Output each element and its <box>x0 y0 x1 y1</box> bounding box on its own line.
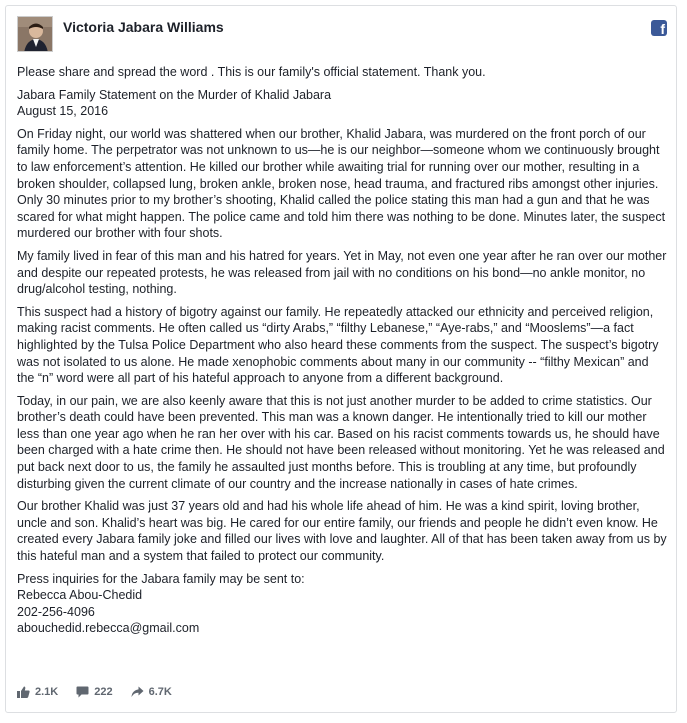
shares-count[interactable] <box>131 686 172 698</box>
shares-value: 6.7K <box>148 686 172 698</box>
author-name[interactable]: Victoria Jabara Williams <box>63 19 224 35</box>
post-intro: Please share and spread the word . This is our family's official statement. Thank you. <box>17 65 486 79</box>
post-paragraph: This suspect had a history of bigotry against our family. He repeatedly attacked our ethnicity and perceived religion, making racist comments. He often called us “dirty Arabs,” “filthy Lebanese,” “Aye-rabs,” and “Mooslems”—a fact highlighted by the Tulsa Police Department who also heard these comments from the suspect. The suspect’s bigotry was not isolated to us alone. He made xenophobic comments about many in our community -- “filthy Mexican” and the “n” word were all part of his hateful approach to anyone from a different background. <box>17 304 659 386</box>
statement-title: Jabara Family Statement on the Murder of Khalid Jabara <box>17 87 332 102</box>
contact-name: Rebecca Abou-Chedid <box>17 588 143 603</box>
avatar-photo <box>18 17 53 52</box>
facebook-post-card <box>5 5 677 713</box>
post-paragraph: On Friday night, our world was shattered when our brother, Khalid Jabara, was murdered on the front porch of our family home. The perpetrator was not unknown to us—he is our neighbor—someone whom we continuously brought to law enforcement’s attention. He killed our brother while awaiting trial for running over our mother, resulting in a broken shoulder, collapsed lung, broken ankle, broken nose, head trauma, and fractured ribs amongst other injuries. Only 30 minutes prior to my brother’s shooting, Khalid called the police stating this man had a gun and that he was scared for what might happen. The police came and told him there was nothing to be done. Minutes later, the suspect murdered our brother with four shots. <box>17 126 666 241</box>
likes-count[interactable] <box>17 686 58 698</box>
post-paragraph: Today, in our pain, we are also keenly aware that this is not just another murder to be added to crime statistics. Our brother’s death could have been prevented. This man was a known danger. He intentionally tried to kill our mother less than one year ago when he ran her over with his car. Based on his racist comments towards us, he should have been charged with a hate crime then. He should not have been released without monitoring. Yet he was released and put back next door to us, the family he assaulted just months before. This is troubling at any time, but profoundly disturbing given the current climate of our country and the increase nationally in cases of hate crimes. <box>17 393 665 491</box>
thumbs-up-icon <box>17 686 30 698</box>
contact-phone: 202-256-4096 <box>17 604 95 619</box>
statement-date: August 15, 2016 <box>17 104 109 119</box>
contact-email: abouchedid.rebecca@gmail.com <box>17 621 200 636</box>
comment-bubble-icon <box>76 686 89 698</box>
comments-value: 222 <box>94 686 113 698</box>
post-stats-bar <box>17 678 667 706</box>
likes-value: 2.1K <box>35 686 59 698</box>
press-intro: Press inquiries for the Jabara family may be sent to: <box>17 571 305 586</box>
post-paragraph: My family lived in fear of this man and his hatred for years. Yet in May, not even one year after he ran over our mother and despite our repeated protests, he was released from jail with no conditions on his bond—no ankle monitor, no drug/alcohol testing, nothing. <box>17 248 667 297</box>
statement-heading <box>17 87 669 120</box>
share-arrow-icon <box>131 686 144 698</box>
comments-count[interactable] <box>76 686 112 698</box>
facebook-icon[interactable]: f <box>651 20 667 36</box>
post-content <box>17 64 669 643</box>
post-paragraph: Our brother Khalid was just 37 years old and had his whole life ahead of him. He was a kind spirit, loving brother, uncle and son. Khalid’s heart was big. He cared for our entire family, our friends and people he didn’t even know. He created every Jabara family joke and filled our lives with love and laughter. All of that has been taken away from us by this hateful man and a system that failed to protect our community. <box>17 499 667 564</box>
post-header <box>17 16 667 56</box>
press-contact <box>17 571 669 637</box>
avatar[interactable] <box>17 16 53 52</box>
